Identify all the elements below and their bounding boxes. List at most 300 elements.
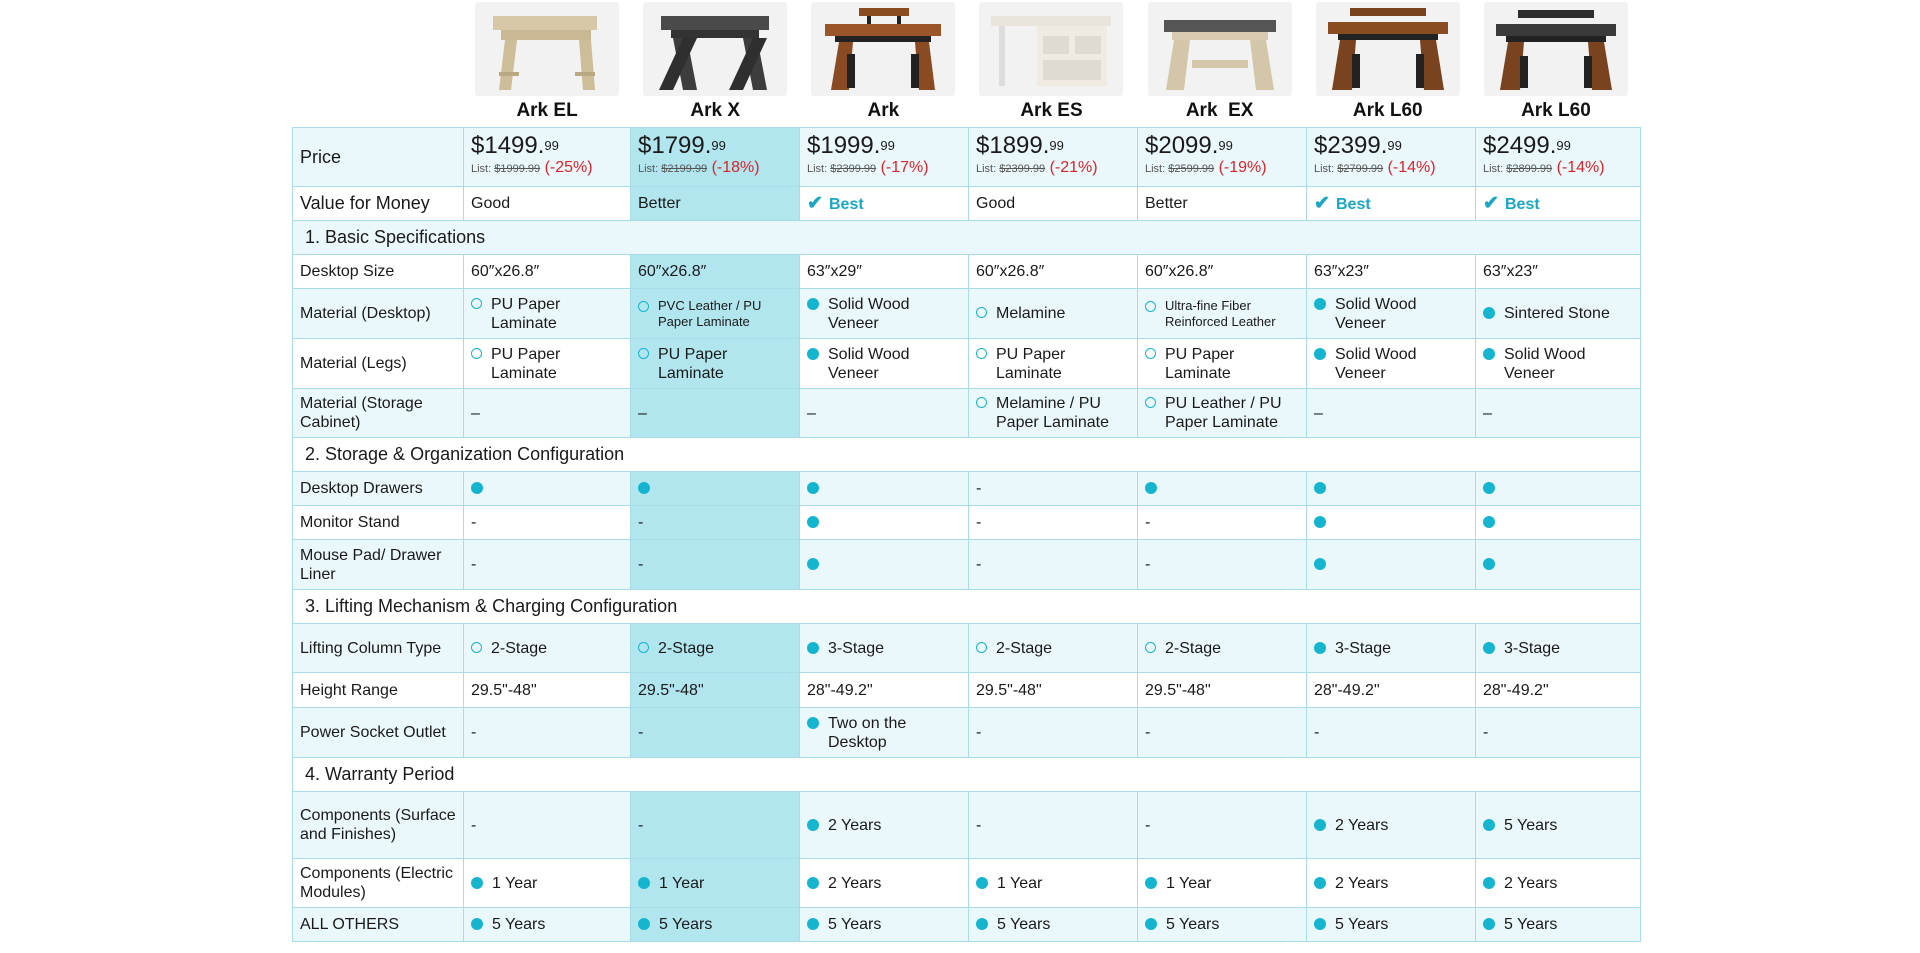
list-label: List: [807, 162, 831, 175]
filled-dot-icon [1314, 918, 1326, 930]
spec-text: Sintered Stone [1504, 305, 1610, 322]
filled-dot-icon [638, 918, 650, 930]
discount: (-25%) [544, 158, 593, 176]
list-label: List: [976, 162, 1000, 175]
spec-cell [464, 908, 631, 942]
spec-cell [631, 339, 800, 389]
spec-cell [800, 506, 969, 540]
spec-cell [969, 908, 1138, 942]
desktop-size-row [293, 255, 1641, 289]
spec-cell: 60″x26.8″ [969, 255, 1138, 289]
list-label: List: [1483, 162, 1507, 175]
spec-text: 2 Years [828, 816, 882, 834]
spec-cell: - [631, 708, 800, 758]
spec-cell: 29.5"-48" [464, 673, 631, 708]
spec-text: Solid Wood Veneer [1504, 345, 1586, 382]
filled-dot-icon [807, 482, 819, 494]
discount: (-18%) [711, 158, 760, 176]
spec-cell [631, 472, 800, 506]
row-label: Lifting Column Type [293, 624, 464, 673]
filled-dot-icon [471, 482, 483, 494]
spec-cell [1307, 472, 1476, 506]
row-label: Value for Money [293, 187, 464, 221]
spec-cell [969, 289, 1138, 339]
spec-cell: - [969, 506, 1138, 540]
value-text: Best [829, 195, 864, 213]
spec-cell [631, 908, 800, 942]
spec-text: Ultra-fine Fiber Reinforced Leather [1165, 297, 1276, 329]
discount: (-21%) [1049, 158, 1098, 176]
row-label: Components (Electric Modules) [293, 859, 464, 908]
spec-cell [969, 339, 1138, 389]
list-label: List: [1314, 162, 1338, 175]
product-ark-ex [1136, 0, 1304, 127]
product-name: Ark [867, 100, 900, 121]
lifting-row [293, 624, 1641, 673]
list-price: $2799.99 [1337, 162, 1384, 175]
hollow-dot-icon [638, 301, 649, 312]
spec-cell: - [1138, 506, 1307, 540]
spec-text: 1 Year [659, 874, 705, 892]
section-title: 3. Lifting Mechanism & Charging Configuration [293, 590, 1641, 624]
spec-text: 2-Stage [1165, 639, 1222, 657]
spec-cell: 63″x23″ [1307, 255, 1476, 289]
list-price: $2199.99 [661, 162, 708, 175]
price-cents: 99 [1387, 137, 1402, 153]
spec-cell [800, 624, 969, 673]
filled-dot-icon [807, 717, 819, 729]
spec-text: PU Paper Laminate [491, 345, 561, 382]
spec-cell [631, 289, 800, 339]
row-label: Material (Legs) [293, 339, 464, 389]
desk-image [643, 2, 787, 96]
spec-cell [1138, 908, 1307, 942]
filled-dot-icon [1314, 558, 1326, 570]
section-title: 1. Basic Specifications [293, 221, 1641, 255]
filled-dot-icon [1314, 819, 1326, 831]
filled-dot-icon [1483, 482, 1495, 494]
spec-cell [800, 708, 969, 758]
price-cents: 99 [544, 137, 559, 153]
spec-cell: - [1476, 708, 1641, 758]
spec-cell [1138, 859, 1307, 908]
spec-text: 2-Stage [658, 639, 715, 657]
filled-dot-icon [1483, 918, 1495, 930]
filled-dot-icon [471, 918, 483, 930]
spec-text: 2-Stage [996, 639, 1053, 657]
value-cell [800, 187, 969, 221]
spec-cell [1307, 289, 1476, 339]
desk-image [475, 2, 619, 96]
spec-cell: 60″x26.8″ [464, 255, 631, 289]
spec-cell [1476, 908, 1641, 942]
filled-dot-icon [1145, 918, 1157, 930]
price-row [293, 128, 1641, 187]
row-label: Material (Desktop) [293, 289, 464, 339]
spec-text: Solid Wood Veneer [828, 295, 910, 332]
spec-cell: - [464, 792, 631, 859]
spec-cell [1138, 289, 1307, 339]
row-label: Desktop Drawers [293, 472, 464, 506]
spec-cell [464, 339, 631, 389]
list-label: List: [1145, 162, 1169, 175]
spec-text: Melamine / PU Paper Laminate [996, 395, 1109, 431]
section-row [293, 758, 1641, 792]
spec-cell [800, 908, 969, 942]
price-cell [969, 128, 1138, 187]
spec-cell [1307, 624, 1476, 673]
check-icon: ✔ [1483, 192, 1499, 214]
spec-cell [800, 792, 969, 859]
desk-image [1148, 2, 1292, 96]
spec-cell: – [1476, 389, 1641, 438]
power-row [293, 708, 1641, 758]
discount: (-14%) [1556, 158, 1605, 176]
product-name: Ark EL [516, 100, 578, 121]
section-row [293, 590, 1641, 624]
spec-text: 5 Years [828, 916, 882, 933]
hollow-dot-icon [471, 298, 482, 309]
spec-cell: 28"-49.2" [1476, 673, 1641, 708]
list-price: $2899.99 [1506, 162, 1553, 175]
price: $2399. [1314, 131, 1388, 159]
hollow-dot-icon [1145, 642, 1156, 653]
spec-cell: - [464, 540, 631, 590]
spec-cell: 29.5"-48" [969, 673, 1138, 708]
mousepad-row [293, 540, 1641, 590]
filled-dot-icon [1145, 877, 1157, 889]
hollow-dot-icon [1145, 348, 1156, 359]
product-name: Ark X [690, 100, 741, 121]
spec-cell [464, 472, 631, 506]
row-label: Desktop Size [293, 255, 464, 289]
spec-text: Solid Wood Veneer [1335, 295, 1417, 332]
spec-cell [631, 624, 800, 673]
row-label: Mouse Pad/ Drawer Liner [293, 540, 464, 590]
filled-dot-icon [807, 298, 819, 310]
spec-cell: - [969, 708, 1138, 758]
filled-dot-icon [807, 819, 819, 831]
product-ark-el [463, 0, 631, 127]
spec-text: 3-Stage [828, 639, 885, 657]
spec-text: 5 Years [659, 916, 713, 933]
filled-dot-icon [807, 918, 819, 930]
spec-text: 2 Years [1504, 874, 1558, 892]
price-cents: 99 [711, 137, 726, 153]
filled-dot-icon [1483, 516, 1495, 528]
filled-dot-icon [1483, 558, 1495, 570]
filled-dot-icon [1483, 642, 1495, 654]
spec-cell: 28"-49.2" [1307, 673, 1476, 708]
spec-text: 1 Year [492, 874, 538, 892]
product-header-row [463, 0, 1640, 127]
spec-cell [1476, 859, 1641, 908]
price-cents: 99 [1556, 137, 1571, 153]
drawers-row [293, 472, 1641, 506]
filled-dot-icon [807, 516, 819, 528]
spec-cell: – [631, 389, 800, 438]
section-title: 2. Storage & Organization Configuration [293, 438, 1641, 472]
product-ark-l60 [1304, 0, 1472, 127]
filled-dot-icon [1314, 482, 1326, 494]
spec-cell [1476, 624, 1641, 673]
product-name: Ark L60 [1521, 100, 1591, 121]
spec-cell: 29.5"-48" [1138, 673, 1307, 708]
hollow-dot-icon [638, 642, 649, 653]
price-cents: 99 [880, 137, 895, 153]
hollow-dot-icon [471, 642, 482, 653]
spec-cell [969, 624, 1138, 673]
spec-cell: - [969, 472, 1138, 506]
spec-text: Solid Wood Veneer [1335, 345, 1417, 382]
spec-text: PVC Leather / PU Paper Laminate [658, 297, 762, 329]
product-ark [799, 0, 967, 127]
value-row [293, 187, 1641, 221]
spec-cell: 60″x26.8″ [1138, 255, 1307, 289]
value-cell [1307, 187, 1476, 221]
height-row [293, 673, 1641, 708]
spec-cell: 63″x29″ [800, 255, 969, 289]
comparison-table [292, 127, 1641, 942]
price-cents: 99 [1049, 137, 1064, 153]
filled-dot-icon [471, 877, 483, 889]
row-label: Power Socket Outlet [293, 708, 464, 758]
row-label: Monitor Stand [293, 506, 464, 540]
filled-dot-icon [1314, 348, 1326, 360]
price: $1799. [638, 131, 712, 159]
desk-image [811, 2, 955, 96]
hollow-dot-icon [1145, 397, 1156, 408]
spec-cell [800, 339, 969, 389]
filled-dot-icon [1483, 348, 1495, 360]
warranty-electric-row [293, 859, 1641, 908]
discount: (-17%) [880, 158, 929, 176]
spec-text: 1 Year [1166, 874, 1212, 892]
spec-cell [1476, 289, 1641, 339]
spec-cell [1476, 540, 1641, 590]
spec-cell: - [1138, 540, 1307, 590]
spec-cell [1138, 339, 1307, 389]
spec-cell: - [969, 792, 1138, 859]
price-cell [800, 128, 969, 187]
list-label: List: [471, 162, 495, 175]
list-price: $2399.99 [999, 162, 1046, 175]
spec-cell: - [631, 506, 800, 540]
filled-dot-icon [976, 918, 988, 930]
row-label: Material (Storage Cabinet) [293, 389, 464, 438]
hollow-dot-icon [1145, 301, 1156, 312]
check-icon: ✔ [1314, 192, 1330, 214]
spec-cell [1476, 339, 1641, 389]
spec-text: 1 Year [997, 874, 1043, 892]
spec-text: PU Paper Laminate [1165, 345, 1235, 382]
spec-cell [1138, 389, 1307, 438]
spec-text: 5 Years [1504, 916, 1558, 933]
row-label: Components (Surface and Finishes) [293, 792, 464, 859]
spec-text: 2 Years [1335, 816, 1389, 834]
spec-cell [800, 289, 969, 339]
desk-image [979, 2, 1123, 96]
check-icon: ✔ [807, 192, 823, 214]
hollow-dot-icon [976, 348, 987, 359]
price-cents: 99 [1218, 137, 1233, 153]
row-label: Price [293, 128, 464, 187]
filled-dot-icon [1145, 482, 1157, 494]
filled-dot-icon [1483, 877, 1495, 889]
spec-cell [800, 540, 969, 590]
price: $2499. [1483, 131, 1557, 159]
spec-cell [1307, 908, 1476, 942]
list-price: $2399.99 [830, 162, 877, 175]
spec-cell [464, 859, 631, 908]
spec-text: 5 Years [1166, 916, 1220, 933]
section-row [293, 221, 1641, 255]
warranty-others-row [293, 908, 1641, 942]
spec-text: 2 Years [828, 874, 882, 892]
value-cell: Good [464, 187, 631, 221]
spec-cell [1138, 624, 1307, 673]
value-cell: Good [969, 187, 1138, 221]
material-legs-row [293, 339, 1641, 389]
spec-text: PU Leather / PU Paper Laminate [1165, 395, 1282, 431]
spec-cell: 29.5"-48" [631, 673, 800, 708]
price: $1899. [976, 131, 1050, 159]
filled-dot-icon [638, 877, 650, 889]
price-cell [1307, 128, 1476, 187]
filled-dot-icon [638, 482, 650, 494]
desk-image [1316, 2, 1460, 96]
section-title: 4. Warranty Period [293, 758, 1641, 792]
spec-cell [1307, 792, 1476, 859]
spec-cell [1307, 506, 1476, 540]
material-desktop-row [293, 289, 1641, 339]
filled-dot-icon [1314, 642, 1326, 654]
spec-cell [464, 624, 631, 673]
value-cell: Better [1138, 187, 1307, 221]
hollow-dot-icon [976, 397, 987, 408]
value-cell: Better [631, 187, 800, 221]
price-cell [1138, 128, 1307, 187]
value-cell [1476, 187, 1641, 221]
spec-cell [1476, 506, 1641, 540]
price: $1499. [471, 131, 545, 159]
spec-cell [1307, 859, 1476, 908]
spec-cell: - [464, 506, 631, 540]
material-storage-row [293, 389, 1641, 438]
spec-cell: - [1138, 708, 1307, 758]
price-cell [464, 128, 631, 187]
spec-cell: 28"-49.2" [800, 673, 969, 708]
price: $1999. [807, 131, 881, 159]
spec-cell: – [464, 389, 631, 438]
product-ark-es [967, 0, 1135, 127]
product-name: Ark L60 [1352, 100, 1423, 121]
row-label: ALL OTHERS [293, 908, 464, 942]
filled-dot-icon [807, 348, 819, 360]
spec-text: 5 Years [492, 916, 546, 933]
desk-image [1484, 2, 1628, 96]
spec-cell [464, 289, 631, 339]
spec-cell: – [800, 389, 969, 438]
price-cell [1476, 128, 1641, 187]
value-text: Best [1336, 195, 1371, 213]
spec-text: 3-Stage [1504, 639, 1561, 657]
spec-cell: – [1307, 389, 1476, 438]
spec-cell [800, 859, 969, 908]
hollow-dot-icon [471, 348, 482, 359]
spec-text: Melamine [996, 305, 1066, 322]
filled-dot-icon [1314, 298, 1326, 310]
spec-text: 2 Years [1335, 874, 1389, 892]
spec-text: 3-Stage [1335, 639, 1392, 657]
spec-cell: - [1307, 708, 1476, 758]
hollow-dot-icon [638, 348, 649, 359]
price-cell [631, 128, 800, 187]
row-label: Height Range [293, 673, 464, 708]
filled-dot-icon [807, 877, 819, 889]
spec-cell [1476, 472, 1641, 506]
spec-cell [631, 859, 800, 908]
spec-text: PU Paper Laminate [491, 295, 561, 332]
product-name: Ark EX [1185, 100, 1254, 121]
spec-cell [969, 389, 1138, 438]
spec-cell: - [1138, 792, 1307, 859]
spec-cell: - [969, 540, 1138, 590]
list-label: List: [638, 162, 662, 175]
filled-dot-icon [807, 642, 819, 654]
spec-cell: - [464, 708, 631, 758]
filled-dot-icon [976, 877, 988, 889]
spec-cell [969, 859, 1138, 908]
hollow-dot-icon [976, 642, 987, 653]
warranty-surface-row [293, 792, 1641, 859]
spec-text: PU Paper Laminate [996, 345, 1066, 382]
spec-cell [800, 472, 969, 506]
spec-text: PU Paper Laminate [658, 345, 728, 382]
spec-cell [1307, 339, 1476, 389]
spec-text: 5 Years [1504, 816, 1558, 834]
filled-dot-icon [807, 558, 819, 570]
spec-text: Two on the Desktop [828, 714, 907, 751]
spec-text: 5 Years [1335, 916, 1389, 933]
hollow-dot-icon [976, 307, 987, 318]
spec-cell: - [631, 792, 800, 859]
product-name: Ark ES [1020, 100, 1083, 121]
filled-dot-icon [1314, 516, 1326, 528]
spec-cell [1307, 540, 1476, 590]
filled-dot-icon [1314, 877, 1326, 889]
spec-text: 2-Stage [491, 639, 548, 657]
filled-dot-icon [1483, 307, 1495, 319]
price: $2099. [1145, 131, 1219, 159]
spec-text: Solid Wood Veneer [828, 345, 910, 382]
filled-dot-icon [1483, 819, 1495, 831]
spec-cell [1138, 472, 1307, 506]
product-ark-x [631, 0, 799, 127]
discount: (-14%) [1387, 158, 1436, 176]
monitor-row [293, 506, 1641, 540]
spec-cell: 63″x23″ [1476, 255, 1641, 289]
product-ark-l60-stone [1472, 0, 1640, 127]
discount: (-19%) [1218, 158, 1267, 176]
comparison-chart [292, 0, 1640, 942]
value-text: Best [1505, 195, 1540, 213]
spec-cell [1476, 792, 1641, 859]
spec-cell: - [631, 540, 800, 590]
section-row [293, 438, 1641, 472]
list-price: $2599.99 [1168, 162, 1215, 175]
spec-text: 5 Years [997, 916, 1051, 933]
